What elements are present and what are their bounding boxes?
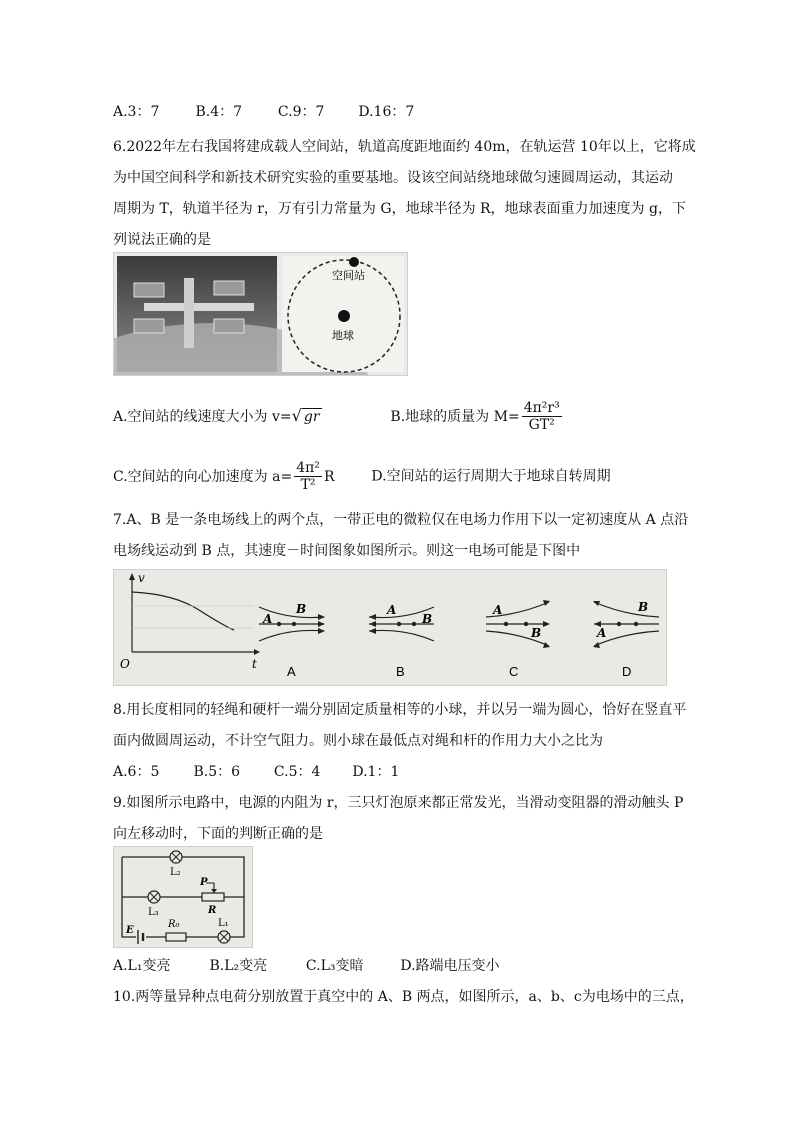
panel-d-point-b: B — [638, 600, 649, 614]
q6-option-a-root: gr — [303, 408, 320, 425]
panel-d-point-a: A — [597, 626, 607, 640]
lamp-l3-icon — [148, 891, 160, 903]
q6-option-a: A.空间站的线速度大小为 v=√ gr — [113, 405, 320, 425]
label-r: R — [208, 905, 217, 916]
q10-stem-line-1: 10.两等量异种点电荷分别放置于真空中的 A、B 两点，如图所示，a、b、c为电场中的三点， — [113, 989, 694, 1005]
q6-stem-line-2: 为中国空间科学和新技术研究实验的重要基地。设该空间站绕地球做匀速圆周运动，其运动 — [113, 170, 673, 186]
label-r0: R₀ — [168, 919, 180, 930]
q6-option-b-text: B.地球的质量为 M= — [390, 408, 520, 425]
panel-d — [593, 600, 659, 648]
q5-option-b: B.4：7 — [195, 104, 243, 120]
q6-stem-line-3: 周期为 T，轨道半径为 r，万有引力常量为 G，地球半径为 R，地球表面重力加速度为 g，下 — [113, 201, 686, 217]
q9-circuit-figure — [113, 846, 253, 948]
q9-option-b: B.L₂变亮 — [209, 958, 268, 974]
panel-b — [369, 603, 434, 641]
q6-option-d: D.空间站的运行周期大于地球自转周期 — [371, 468, 611, 485]
q9-option-d: D.路端电压变小 — [400, 958, 500, 974]
q9-stem-line-1: 9.如图所示电路中，电源的内阻为 r，三只灯泡原来都正常发光，当滑动变阻器的滑动触头 P — [113, 795, 684, 811]
q7-stem-line-1: 7.A、B 是一条电场线上的两个点，一带正电的微粒仅在电场力作用下以一定初速度从 A 点沿 — [113, 512, 689, 528]
frac-den: GT² — [528, 417, 555, 433]
q6-option-b — [390, 400, 563, 433]
earth-dot — [338, 310, 350, 322]
label-e: E — [126, 925, 134, 936]
q6-option-a-text: A.空间站的线速度大小为 v= — [113, 408, 292, 425]
frac-num: 4π² — [296, 460, 320, 476]
q6-stem-line-1: 6.2022年左右我国将建成载人空间站，轨道高度距地面约 40m，在轨运营 10年以上，它将成 — [113, 139, 696, 155]
q6-option-c-text: C.空间站的向心加速度为 a= — [113, 468, 293, 485]
q6-stem-line-4: 列说法正确的是 — [113, 232, 211, 248]
q5-option-d: D.16：7 — [358, 104, 415, 120]
circuit-diagram — [114, 847, 252, 947]
panel-c-point-a: A — [493, 603, 503, 617]
vt-graph — [120, 571, 260, 671]
rheostat-icon — [202, 893, 224, 901]
q8-stem-line-2: 面内做圆周运动，不计空气阻力。则小球在最低点对绳和杆的作用力大小之比为 — [113, 733, 603, 749]
panel-b-point-a: A — [387, 603, 397, 617]
q9-option-a: A.L₁变亮 — [113, 958, 171, 974]
q6-options-cd — [113, 460, 611, 493]
q7-stem-line-2: 电场线运动到 B 点，其速度－时间图象如图所示。则这一电场可能是下图中 — [113, 543, 581, 559]
resistor-r0-icon — [166, 933, 186, 941]
q8-stem-line-1: 8.用长度相同的轻绳和硬杆一端分别固定质量相等的小球，并以另一端为圆心，恰好在竖直平 — [113, 702, 687, 718]
q6-figure — [113, 252, 408, 376]
q7-field-diagrams — [114, 570, 666, 685]
space-station-illustration — [114, 253, 407, 375]
panel-c-label: C — [509, 664, 519, 679]
panel-c — [486, 600, 550, 648]
graph-origin-label: O — [120, 657, 130, 671]
q7-figure — [113, 569, 667, 686]
q8-option-a: A.6：5 — [113, 764, 160, 780]
frac-num: 4π²r³ — [523, 400, 560, 416]
q6-option-b-fraction — [522, 400, 562, 433]
q9-option-c: C.L₃变暗 — [305, 958, 364, 974]
station-label: 空间站 — [332, 269, 365, 282]
label-l3: L₃ — [148, 907, 159, 918]
graph-t-label: t — [252, 657, 257, 671]
panel-a-point-a: A — [263, 612, 273, 626]
q5-option-a: A.3：7 — [113, 104, 160, 120]
earth-label: 地球 — [332, 329, 354, 342]
q8-option-c: C.5：4 — [273, 764, 321, 780]
panel-b-label: B — [396, 664, 405, 679]
panel-c-point-b: B — [531, 626, 542, 640]
label-p: P — [200, 877, 208, 888]
label-l2: L₂ — [170, 867, 181, 878]
q8-option-d: D.1：1 — [352, 764, 400, 780]
q9-stem-line-2: 向左移动时，下面的判断正确的是 — [113, 826, 323, 842]
q6-option-c-tail: R — [323, 468, 335, 485]
q9-options — [113, 956, 500, 976]
q8-option-b: B.5：6 — [193, 764, 241, 780]
q5-options — [113, 102, 414, 122]
panel-d-label: D — [622, 664, 632, 679]
vt-curve — [132, 592, 234, 630]
q6-options-ab — [113, 400, 564, 433]
graph-v-label: v — [138, 571, 145, 585]
q6-option-c-fraction — [294, 460, 322, 493]
panel-a-label: A — [287, 664, 296, 679]
lamp-l1-icon — [218, 931, 230, 943]
label-l1: L₁ — [218, 918, 229, 929]
panel-a — [259, 602, 325, 641]
q5-option-c: C.9：7 — [277, 104, 325, 120]
lamp-l2-icon — [170, 851, 182, 863]
panel-a-point-b: B — [296, 602, 307, 616]
q8-options — [113, 762, 399, 782]
frac-den: T² — [300, 477, 316, 493]
panel-b-point-b: B — [422, 612, 433, 626]
q6-option-c — [113, 460, 339, 493]
station-dot — [349, 257, 359, 267]
